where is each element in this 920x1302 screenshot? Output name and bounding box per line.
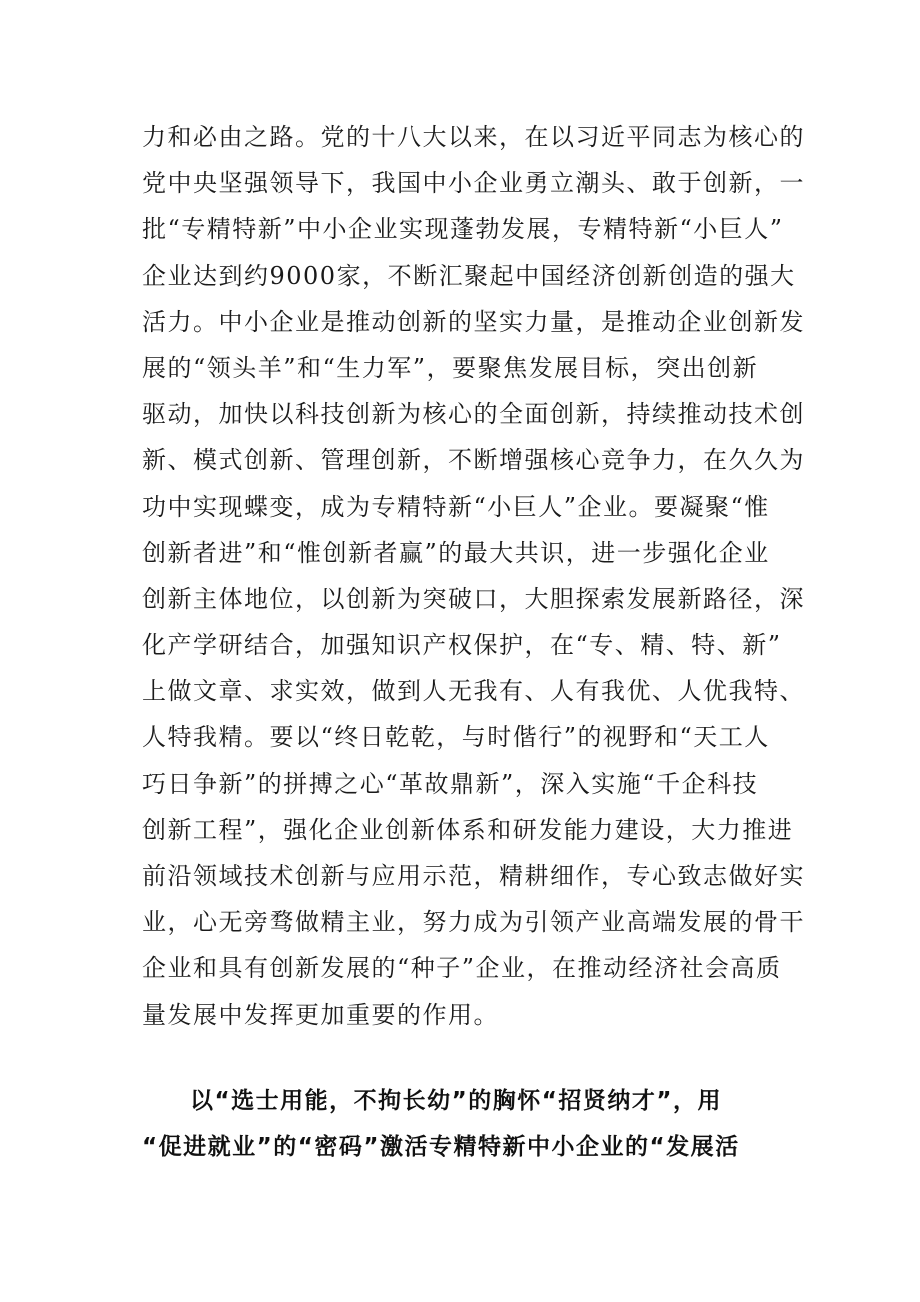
paragraph-line: 活力。中小企业是推动创新的坚实力量，是推动企业创新发 <box>142 307 805 336</box>
paragraph-line: 党中央坚强领导下，我国中小企业勇立潮头、敢于创新，一 <box>142 169 805 198</box>
paragraph-line: 企业和具有创新发展的“种子”企业，在推动经济社会高质 <box>142 954 782 983</box>
paragraph-line: 上做文章、求实效，做到人无我有、人有我优、人优我特、 <box>142 677 805 706</box>
paragraph-line: 量发展中发挥更加重要的作用。 <box>142 1000 499 1029</box>
paragraph-line: 驱动，加快以科技创新为核心的全面创新，持续推动技术创 <box>142 400 805 429</box>
paragraph-line: 展的“领头羊”和“生力军”，要聚焦发展目标，突出创新 <box>142 353 759 382</box>
paragraph-line: 巧日争新”的拼搏之心“革故鼎新”，深入实施“千企科技 <box>142 769 759 798</box>
paragraph-line: 力和必由之路。党的十八大以来，在以习近平同志为核心的 <box>142 123 805 151</box>
paragraph-line: 创新主体地位，以创新为突破口，大胆探索发展新路径，深 <box>142 584 805 613</box>
paragraph-line: 化产学研结合，加强知识产权保护，在“专、精、特、新” <box>142 631 782 660</box>
paragraph-line: 创新工程”，强化企业创新体系和研发能力建设，大力推进 <box>142 815 794 844</box>
heading-line: 以“选士用能，不拘长幼”的胸怀“招贤纳才”，用 <box>190 1088 722 1114</box>
paragraph-line: 功中实现蝶变，成为专精特新“小巨人”企业。要凝聚“惟 <box>142 492 770 521</box>
paragraph-line: 企业达到约9000家，不断汇聚起中国经济创新创造的强大 <box>142 261 796 290</box>
heading-line: “促进就业”的“密码”激活专精特新中小企业的“发展活 <box>142 1134 740 1161</box>
paragraph-line: 创新者进”和“惟创新者赢”的最大共识，进一步强化企业 <box>142 538 770 567</box>
paragraph-line: 前沿领域技术创新与应用示范，精耕细作，专心致志做好实 <box>142 862 805 890</box>
paragraph-line: 人特我精。要以“终日乾乾，与时偕行”的视野和“天工人 <box>142 723 770 752</box>
paragraph-line: 业，心无旁骛做精主业，努力成为引领产业高端发展的骨干 <box>142 908 805 937</box>
paragraph-line: 批“专精特新”中小企业实现蓬勃发展，专精特新“小巨人” <box>142 215 784 244</box>
section-heading <box>142 1078 792 1170</box>
paragraph-line: 新、模式创新、管理创新，不断增强核心竞争力，在久久为 <box>142 446 805 475</box>
body-paragraph <box>142 114 805 1038</box>
